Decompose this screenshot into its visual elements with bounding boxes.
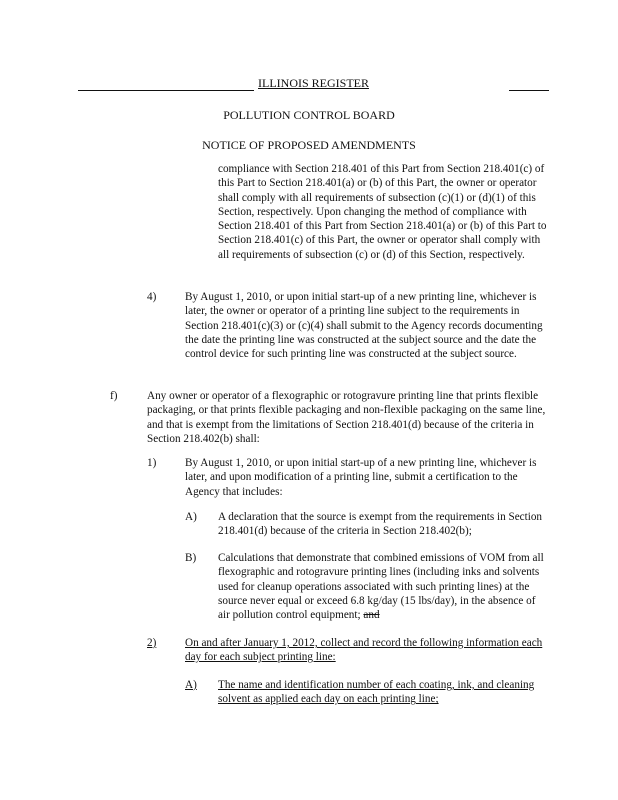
item-text: By August 1, 2010, or upon initial start-up of a new printing line, whichever is later, and upon modification of a printing line, submit a certification to the Agency that includes: xyxy=(185,457,537,498)
struck-text: and xyxy=(363,609,380,622)
item-text: By August 1, 2010, or upon initial start-up of a new printing line, whichever is later, the owner or operator of a printing line subject to the requirements in Section 218.401(c)(3) or (c)(4) shall submit to the Agency records documenting the date the printing line was constructed at the subject source and the date the control device for such printing line was constructed at the subject source. xyxy=(185,291,543,361)
item-label: 4) xyxy=(147,291,157,303)
item-a1 xyxy=(218,510,550,539)
item-2 xyxy=(185,636,550,665)
item-4 xyxy=(185,290,550,361)
item-text: Any owner or operator of a flexographic or rotogravure printing line that prints flexible packaging, or that prints flexible packaging and non-flexible packaging on the same line, and that is exempt from the limitations of Section 218.401(d) because of the criteria in Section 218.402(b) shall: xyxy=(147,390,546,445)
item-text: On and after January 1, 2012, collect and record the following information each day for each subject printing line: xyxy=(185,637,543,664)
header-rule-left xyxy=(78,90,254,91)
item-label: A) xyxy=(185,511,197,523)
agency-name: POLLUTION CONTROL BOARD xyxy=(223,108,395,122)
item-text: A declaration that the source is exempt from the requirements in Section 218.401(d) because of the criteria in Section 218.402(b); xyxy=(218,511,543,538)
item-text: The name and identification number of each coating, ink, and cleaning solvent as applied each day on each printing line; xyxy=(218,679,535,706)
item-a2 xyxy=(218,678,550,707)
item-label: 1) xyxy=(147,457,157,469)
item-1 xyxy=(185,456,550,499)
paragraph-text: compliance with Section 218.401 of this Part from Section 218.401(c) of this Part to Section 218.401(a) or (b) of this Part, the owner or operator shall comply with all requirements of subsection (c)(1) or (d)(1) of this Section, respectively. Upon changing the method of compliance with Section 218.401 of this Part from Section 218.401(a) or (b) of this Part to Section 218.401(c) of this Part, the owner or operator shall comply with all requirements of subsection (c) or (d) of this Section, respectively. xyxy=(218,163,547,261)
register-title: ILLINOIS REGISTER xyxy=(258,76,369,90)
item-label: f) xyxy=(110,390,118,402)
item-b1 xyxy=(218,551,550,622)
item-b1-text: Calculations that demonstrate that combined emissions of VOM from all flexographic and rotogravure printing lines (including inks and solvents used for cleanup operations associated with such printing lines) at the source never equal or exceed 6.8 kg/day (15 lbs/day), in the absence of air pollution control equipment; xyxy=(218,552,544,622)
page-number-blank xyxy=(509,76,549,91)
continued-paragraph xyxy=(218,162,550,262)
item-label: A) xyxy=(185,679,197,691)
item-f xyxy=(147,389,550,446)
item-text xyxy=(218,551,550,622)
item-label: 2) xyxy=(147,637,157,649)
item-label: B) xyxy=(185,552,197,564)
notice-title: NOTICE OF PROPOSED AMENDMENTS xyxy=(202,138,416,152)
